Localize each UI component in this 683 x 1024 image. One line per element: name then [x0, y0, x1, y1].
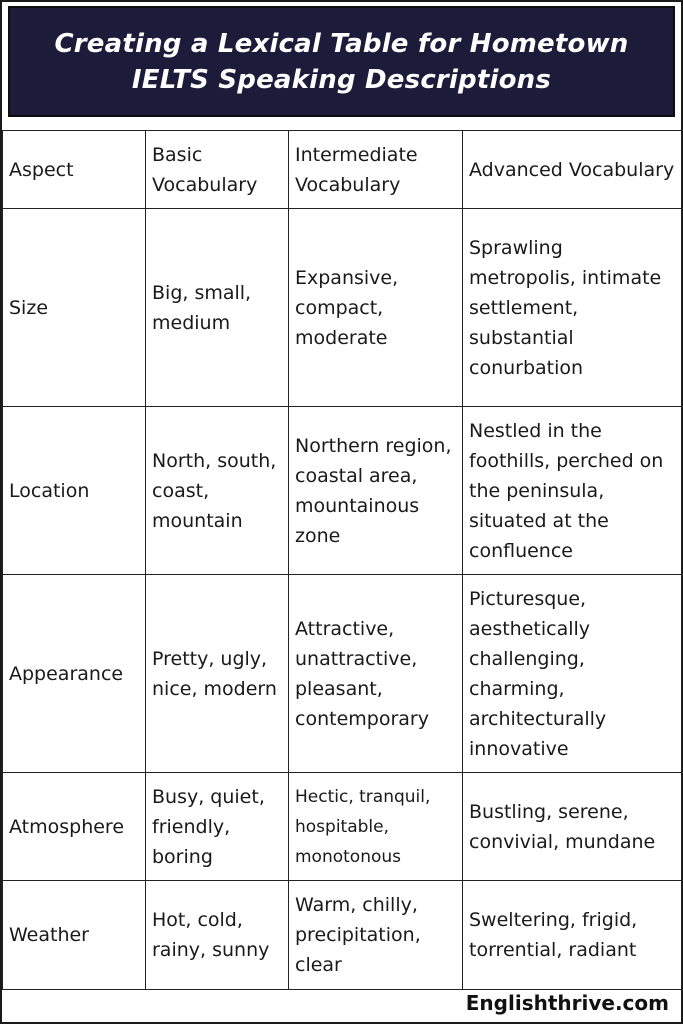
aspect-cell: Appearance: [3, 575, 146, 773]
intermediate-cell: Attractive, unattractive, pleasant, contemporary: [289, 575, 463, 773]
header-cell-aspect: Aspect: [3, 131, 146, 209]
advanced-cell: Sweltering, frigid, torrential, radiant: [463, 881, 682, 990]
intermediate-cell: Hectic, tranquil, hospitable, monotonous: [289, 773, 463, 881]
aspect-cell: Atmosphere: [3, 773, 146, 881]
page-title: Creating a Lexical Table for Hometown IELTS Speaking Descriptions: [54, 28, 629, 95]
table-row: [3, 773, 682, 881]
intermediate-cell: Northern region, coastal area, mountainous zone: [289, 407, 463, 575]
basic-cell: Big, small, medium: [146, 209, 289, 407]
basic-cell: Busy, quiet, friendly, boring: [146, 773, 289, 881]
advanced-cell: Nestled in the foothills, perched on the peninsula, situated at the confluence: [463, 407, 682, 575]
aspect-cell: Location: [3, 407, 146, 575]
advanced-cell: Bustling, serene, convivial, mundane: [463, 773, 682, 881]
title-banner: [8, 6, 675, 117]
aspect-cell: Weather: [3, 881, 146, 990]
header-cell-intermediate: Intermediate Vocabulary: [289, 131, 463, 209]
basic-cell: Pretty, ugly, nice, modern: [146, 575, 289, 773]
header-cell-advanced: Advanced Vocabulary: [463, 131, 682, 209]
lexical-table: [2, 130, 682, 990]
table-row: [3, 881, 682, 990]
advanced-cell: Sprawling metropolis, intimate settlement, substantial conurbation: [463, 209, 682, 407]
intermediate-cell: Expansive, compact, moderate: [289, 209, 463, 407]
table-row: [3, 209, 682, 407]
advanced-cell: Picturesque, aesthetically challenging, charming, architecturally innovative: [463, 575, 682, 773]
basic-cell: North, south, coast, mountain: [146, 407, 289, 575]
basic-cell: Hot, cold, rainy, sunny: [146, 881, 289, 990]
aspect-cell: Size: [3, 209, 146, 407]
table-row: [3, 575, 682, 773]
site-watermark: Englishthrive.com: [465, 991, 669, 1015]
header-cell-basic: Basic Vocabulary: [146, 131, 289, 209]
table-header-row: [3, 131, 682, 209]
intermediate-cell: Warm, chilly, precipitation, clear: [289, 881, 463, 990]
table-row: [3, 407, 682, 575]
